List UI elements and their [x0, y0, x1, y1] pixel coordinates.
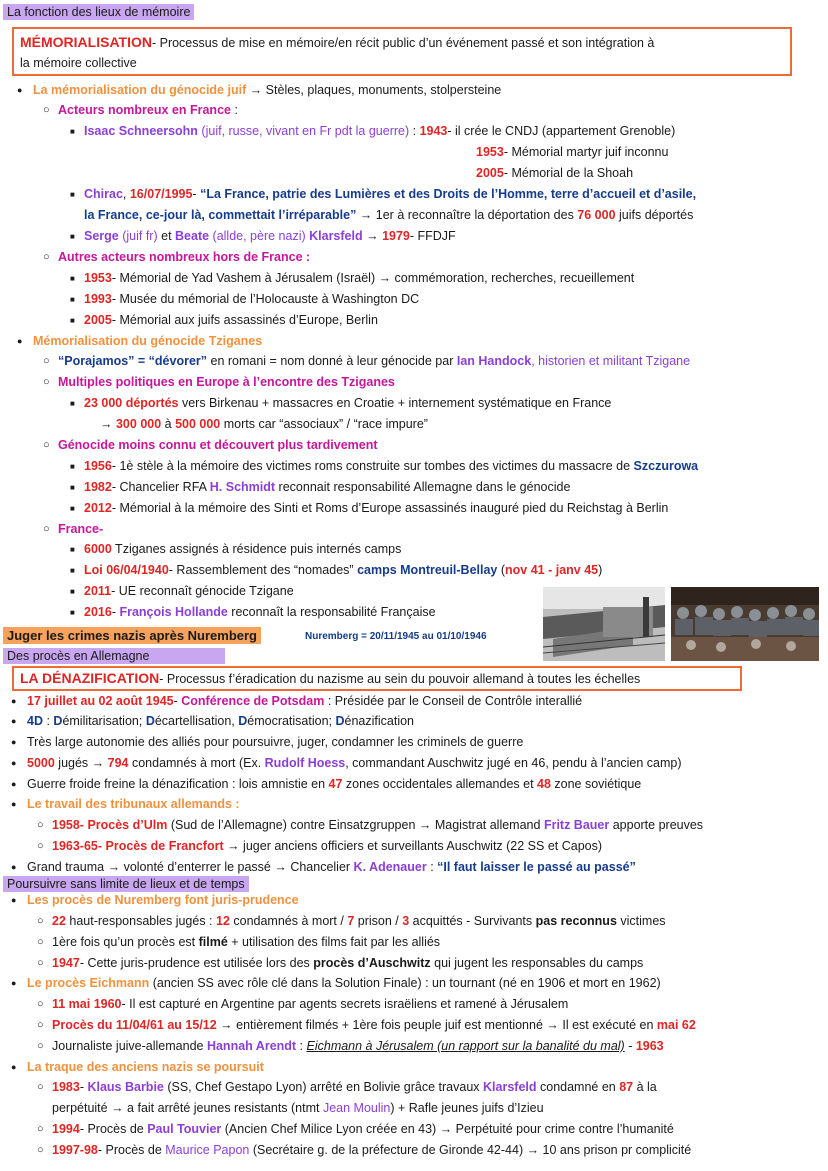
list-item: ■ 2012- Mémorial à la mémoire des Sinti et Roms d’Europe assassinés inauguré pied du Reichstag à Berlin — [84, 498, 668, 518]
list-item: 1953- Mémorial martyr juif inconnu — [476, 145, 669, 159]
list-item: ○ 1947- Cette juris-prudence est utilisée lors des procès d’Auschwitz qui jugent les responsables du camps — [52, 953, 643, 973]
list-item: ■ 1993- Musée du mémorial de l’Holocauste à Washington DC — [84, 289, 419, 309]
list-item: ● Mémorialisation du génocide Tziganes — [33, 331, 262, 351]
list-item: ■ 1953- Mémorial de Yad Vashem à Jérusalem (Israël) → commémoration, recherches, recueillement — [84, 268, 634, 288]
list-item: ○ 1994- Procès de Paul Touvier (Ancien Chef Milice Lyon créée en 43) → Perpétuité pour crime contre l’humanité — [52, 1119, 674, 1139]
definition-box-denazification: LA DÉNAZIFICATION- Processus f’éradication du nazisme au sein du pouvoir allemand à toutes les échelles — [12, 666, 742, 691]
list-item: → 300 000 à 500 000 morts car “associaux” / “race impure” — [100, 417, 428, 431]
definition-term: MÉMORIALISATION — [20, 34, 152, 50]
list-item: ● Grand trauma → volonté d’enterrer le passé → Chancelier K. Adenauer : “Il faut laisser le passé au passé” — [27, 857, 636, 877]
nuremberg-trial-photo — [671, 587, 819, 661]
list-item: ■ Serge (juif fr) et Beate (allde, père nazi) Klarsfeld → 1979- FFDJF — [84, 226, 456, 246]
list-item: ■ 1982- Chancelier RFA H. Schmidt reconnait responsabilité Allemagne dans le génocide — [84, 477, 570, 497]
section-heading-memory: La fonction des lieux de mémoire — [3, 4, 194, 20]
list-item: ○ “Porajamos” = “dévorer” en romani = nom donné à leur génocide par Ian Handock, historien et militant Tzigane — [58, 351, 690, 371]
camp-barracks-photo — [543, 587, 665, 661]
subsection-heading-germany: Des procès en Allemagne — [3, 648, 225, 664]
list-item: ■ 6000 Tziganes assignés à résidence puis internés camps — [84, 539, 401, 559]
list-item: ● Le procès Eichmann (ancien SS avec rôle clé dans la Solution Finale) : un tournant (né en 1906 et mort en 1962) — [27, 973, 661, 993]
list-item: ○ Acteurs nombreux en France : — [58, 100, 238, 120]
list-item: ● Guerre froide freine la dénazification : lois amnistie en 47 zones occidentales allemandes et 48 zone soviétique — [27, 774, 641, 794]
list-item: ○ 11 mai 1960- Il est capturé en Argentine par agents secrets israëliens et ramené à Jérusalem — [52, 994, 568, 1014]
list-item: ○ Autres acteurs nombreux hors de France : — [58, 247, 310, 267]
definition-box-memorialisation: MÉMORIALISATION- Processus de mise en mémoire/en récit public d’un événement passé et son intégration à la mémoire collective — [12, 27, 792, 76]
list-item: ■ Chirac, 16/07/1995- “La France, patrie des Lumières et des Droits de l’Homme, terre d’accueil et d’asile, — [84, 184, 696, 204]
list-item: ○ 1958- Procès d’Ulm (Sud de l’Allemagne) contre Einsatzgruppen → Magistrat allemand Fritz Bauer apporte preuves — [52, 815, 703, 835]
list-item: ● La traque des anciens nazis se poursuit — [27, 1057, 264, 1077]
list-item: ○ 1963-65- Procès de Francfort → juger anciens officiers et surveillants Auschwitz (22 SS et Capos) — [52, 836, 602, 856]
subsection-heading-pursuit: Poursuivre sans limite de lieux et de temps — [3, 876, 249, 892]
list-item: ■ 2011- UE reconnaît génocide Tzigane — [84, 581, 294, 601]
list-item: ○ Journaliste juive-allemande Hannah Arendt : Eichmann à Jérusalem (un rapport sur la banalité du mal) - 1963 — [52, 1036, 664, 1056]
section-heading-nuremberg: Juger les crimes nazis après Nuremberg — [3, 627, 261, 644]
list-item: ■ 23 000 déportés vers Birkenau + massacres en Croatie + internement systématique en France — [84, 393, 611, 413]
list-item: ■ Loi 06/04/1940- Rassemblement des “nomades” camps Montreuil-Bellay (nov 41 - janv 45) — [84, 560, 602, 580]
definition-term: LA DÉNAZIFICATION — [20, 670, 160, 686]
list-item: la France, ce-jour là, commettait l’irréparable” → 1er à reconnaître la déportation des 76 000 juifs déportés — [84, 208, 694, 222]
nuremberg-dates-note: Nuremberg = 20/11/1945 au 01/10/1946 — [305, 631, 487, 642]
list-item: ● Très large autonomie des alliés pour poursuivre, juger, condamner les criminels de guerre — [27, 732, 523, 752]
list-item: ● 17 juillet au 02 août 1945- Conférence de Potsdam : Présidée par le Conseil de Contrôle interallié — [27, 691, 582, 711]
list-item: ○ Génocide moins connu et découvert plus tardivement — [58, 435, 378, 455]
list-item: ■ 1956- 1è stèle à la mémoire des victimes roms construite sur tombes des victimes du massacre de Szczurowa — [84, 456, 698, 476]
list-item: ● La mémorialisation du génocide juif → Stèles, plaques, monuments, stolpersteine — [33, 80, 501, 100]
list-item: ○ Multiples politiques en Europe à l’encontre des Tziganes — [58, 372, 395, 392]
list-item: ● Les procès de Nuremberg font juris-prudence — [27, 890, 299, 910]
list-item: ○ 1997-98- Procès de Maurice Papon (Secrétaire g. de la préfecture de Gironde 42-44) → 10 ans prison pr complicité — [52, 1140, 691, 1160]
list-item: ● 5000 jugés → 794 condamnés à mort (Ex. Rudolf Hoess, commandant Auschwitz jugé en 46, pendu à l’ancien camp) — [27, 753, 682, 773]
list-item: ■ Isaac Schneersohn (juif, russe, vivant en Fr pdt la guerre) : 1943- il crée le CNDJ (appartement Grenoble) — [84, 121, 675, 141]
list-item: ○ 1983- Klaus Barbie (SS, Chef Gestapo Lyon) arrêté en Bolivie grâce travaux Klarsfeld condamné en 87 à la — [52, 1077, 657, 1097]
list-item: ○ France- — [58, 519, 103, 539]
list-item: 2005- Mémorial de la Shoah — [476, 166, 634, 180]
list-item: ○ 22 haut-responsables jugés : 12 condamnés à mort / 7 prison / 3 acquittés - Survivants pas reconnus victimes — [52, 911, 666, 931]
list-item: perpétuité → a fait arrêté jeunes resistants (ntmt Jean Moulin) + Rafle jeunes juifs d’Izieu — [52, 1101, 544, 1115]
list-item: ■ 2005- Mémorial aux juifs assassinés d’Europe, Berlin — [84, 310, 378, 330]
list-item: ■ 2016- François Hollande reconnaît la responsabilité Française — [84, 602, 436, 622]
list-item: ○ 1ère fois qu’un procès est filmé + utilisation des films fait par les alliés — [52, 932, 440, 952]
list-item: ● Le travail des tribunaux allemands : — [27, 794, 240, 814]
list-item: ○ Procès du 11/04/61 au 15/12 → entièrement filmés + 1ère fois peuple juif est mentionné → Il est exécuté en mai 62 — [52, 1015, 696, 1035]
list-item: ● 4D : Démilitarisation; Décartellisation, Démocratisation; Dénazification — [27, 711, 414, 731]
